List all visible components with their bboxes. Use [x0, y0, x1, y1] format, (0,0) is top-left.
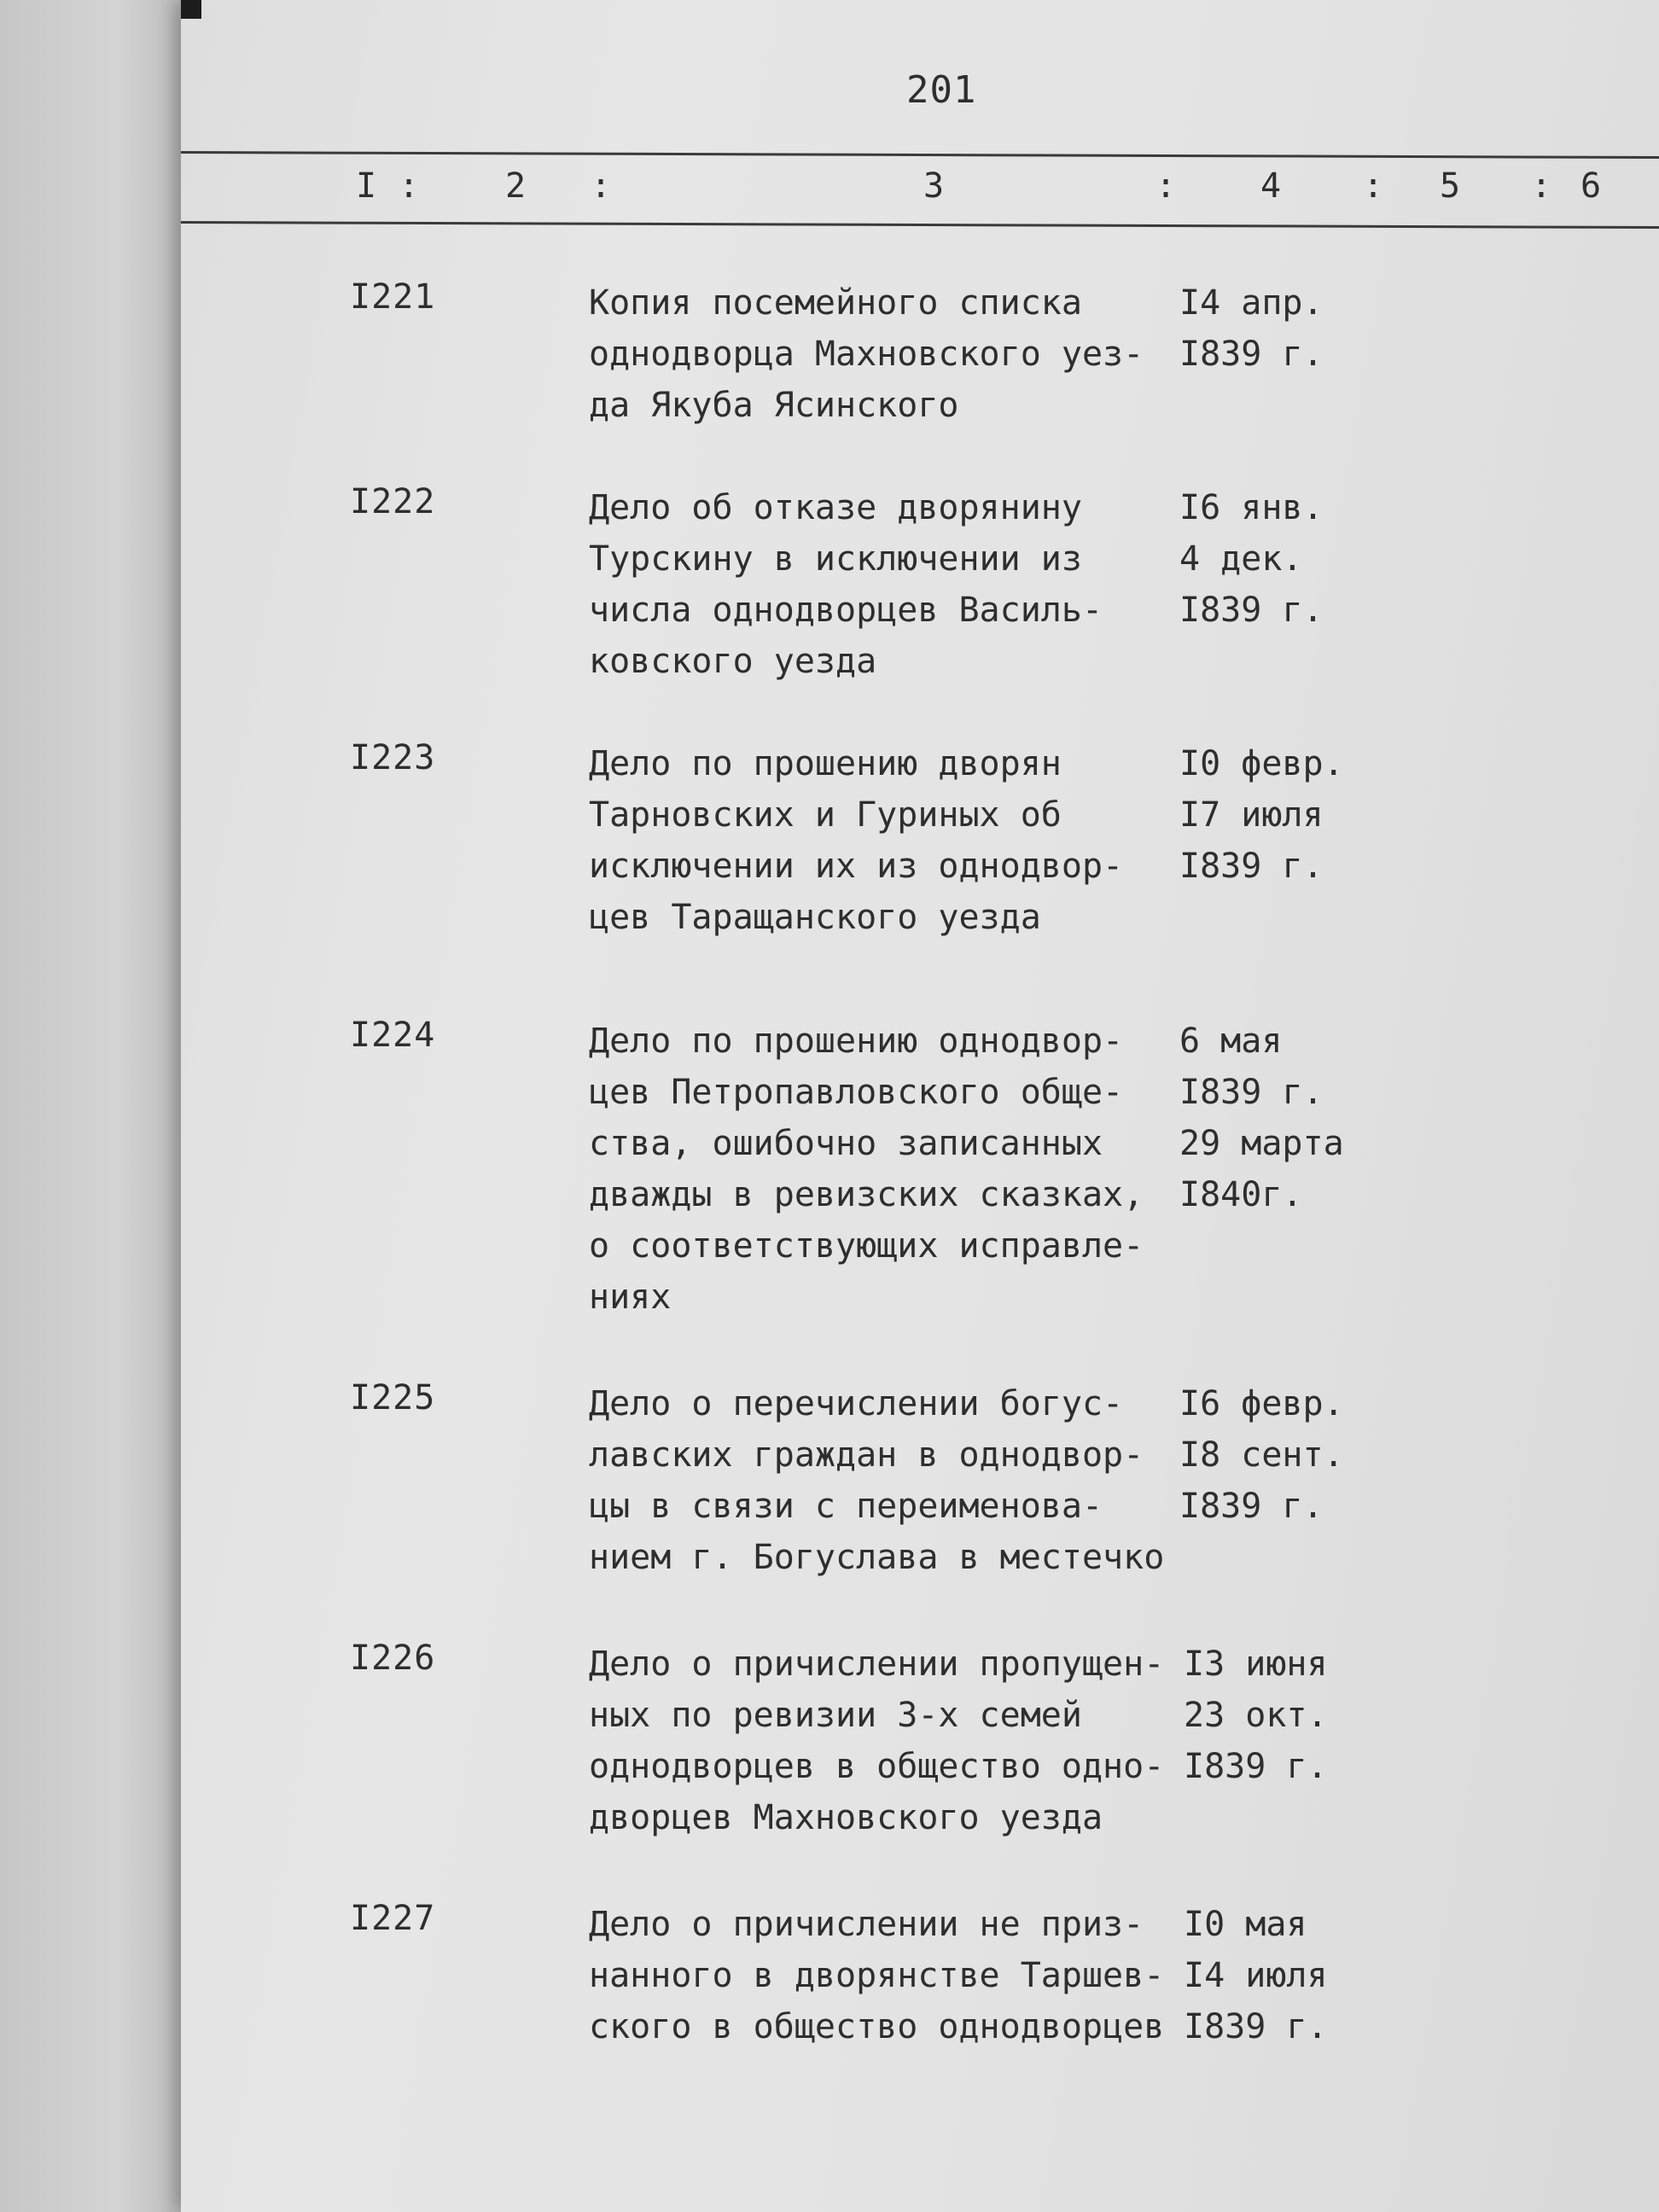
date-line: I839 г. — [1179, 335, 1324, 374]
column-separator: : — [1531, 166, 1552, 206]
date-line: I4 июля — [1184, 1956, 1328, 1995]
title-line: Турскину в исключении из — [589, 539, 1082, 579]
column-header-6: 6 — [1580, 166, 1602, 206]
title-line: Дело о причислении пропущен- — [589, 1644, 1165, 1684]
column-separator: : — [1363, 166, 1384, 206]
entry-dates — [1184, 1639, 1388, 1792]
column-separator: : — [1155, 166, 1177, 206]
title-line: исключении их из однодвор- — [589, 847, 1124, 886]
document-page — [181, 0, 1659, 2212]
column-header-4: 4 — [1260, 166, 1282, 206]
entry-number: I227 — [350, 1899, 436, 1938]
title-line: Дело по прошению однодвор- — [589, 1022, 1124, 1061]
entry-title — [589, 1378, 1237, 1583]
entry-title — [589, 277, 1237, 431]
entry-dates — [1179, 277, 1384, 380]
date-line: I839 г. — [1179, 1487, 1324, 1526]
title-line: дворцев Махновского уезда — [589, 1798, 1103, 1837]
entry-number: I225 — [350, 1378, 436, 1417]
date-line: 23 окт. — [1184, 1696, 1328, 1735]
date-line: I839 г. — [1184, 2007, 1328, 2046]
entry-number: I222 — [350, 482, 436, 521]
entry-title — [589, 1899, 1237, 2052]
date-line: I840г. — [1179, 1175, 1303, 1214]
date-line: I6 янв. — [1179, 488, 1324, 527]
title-line: Дело об отказе дворянину — [589, 488, 1082, 527]
header-rule-bottom — [181, 221, 1659, 229]
date-line: 6 мая — [1179, 1022, 1283, 1061]
title-line: цев Петропавловского обще- — [589, 1073, 1124, 1112]
title-line: Копия посемейного списка — [589, 283, 1082, 323]
column-header-3: 3 — [923, 166, 945, 206]
entry-dates — [1179, 738, 1384, 892]
entry-number: I223 — [350, 738, 436, 777]
date-line: I4 апр. — [1179, 283, 1324, 323]
date-line: 29 марта — [1179, 1124, 1344, 1163]
column-header-2: 2 — [505, 166, 527, 206]
entry-number: I226 — [350, 1639, 436, 1678]
date-line: I0 февр. — [1179, 744, 1344, 783]
date-line: I3 июня — [1184, 1644, 1328, 1684]
date-line: I8 сент. — [1179, 1435, 1344, 1475]
column-header-1: I — [356, 166, 377, 206]
date-line: I0 мая — [1184, 1905, 1307, 1944]
title-line: дважды в ревизских сказках, — [589, 1175, 1144, 1214]
entry-number: I221 — [350, 277, 436, 317]
column-header-5: 5 — [1440, 166, 1461, 206]
entry-number: I224 — [350, 1016, 436, 1055]
title-line: ных по ревизии 3-х семей — [589, 1696, 1082, 1735]
entry-dates — [1179, 1378, 1384, 1532]
entry-title — [589, 738, 1237, 943]
date-line: 4 дек. — [1179, 539, 1303, 579]
title-line: ниях — [589, 1278, 672, 1317]
date-line: I839 г. — [1179, 1073, 1324, 1112]
corner-shadow — [181, 0, 201, 19]
column-separator: : — [399, 166, 420, 206]
date-line: I839 г. — [1179, 847, 1324, 886]
title-line: о соответствующих исправле- — [589, 1226, 1144, 1266]
title-line: Дело по прошению дворян — [589, 744, 1062, 783]
entry-title — [589, 1639, 1237, 1843]
title-line: Дело о причислении не приз- — [589, 1905, 1144, 1944]
column-separator: : — [591, 166, 612, 206]
title-line: цев Таращанского уезда — [589, 898, 1041, 937]
entry-title — [589, 482, 1237, 687]
entry-dates — [1179, 1016, 1384, 1220]
title-line: нием г. Богуслава в местечко — [589, 1538, 1165, 1577]
title-line: цы в связи с переименова- — [589, 1487, 1103, 1526]
title-line: ковского уезда — [589, 642, 877, 681]
title-line: ского в общество однодворцев — [589, 2007, 1165, 2046]
date-line: I6 февр. — [1179, 1384, 1344, 1423]
title-line: Тарновских и Гуриных об — [589, 795, 1062, 835]
title-line: однодворца Махновского уез- — [589, 335, 1144, 374]
page-number: 201 — [906, 68, 977, 112]
title-line: ства, ошибочно записанных — [589, 1124, 1103, 1163]
entry-dates — [1179, 482, 1384, 636]
title-line: Дело о перечислении богус- — [589, 1384, 1124, 1423]
entry-dates — [1184, 1899, 1388, 2052]
title-line: однодворцев в общество одно- — [589, 1747, 1165, 1786]
title-line: да Якуба Ясинского — [589, 386, 959, 425]
header-rule-top — [181, 151, 1659, 159]
date-line: I839 г. — [1179, 591, 1324, 630]
entry-title — [589, 1016, 1237, 1323]
date-line: I839 г. — [1184, 1747, 1328, 1786]
title-line: лавских граждан в однодвор- — [589, 1435, 1144, 1475]
title-line: нанного в дворянстве Таршев- — [589, 1956, 1165, 1995]
date-line: I7 июля — [1179, 795, 1324, 835]
title-line: числа однодворцев Василь- — [589, 591, 1103, 630]
